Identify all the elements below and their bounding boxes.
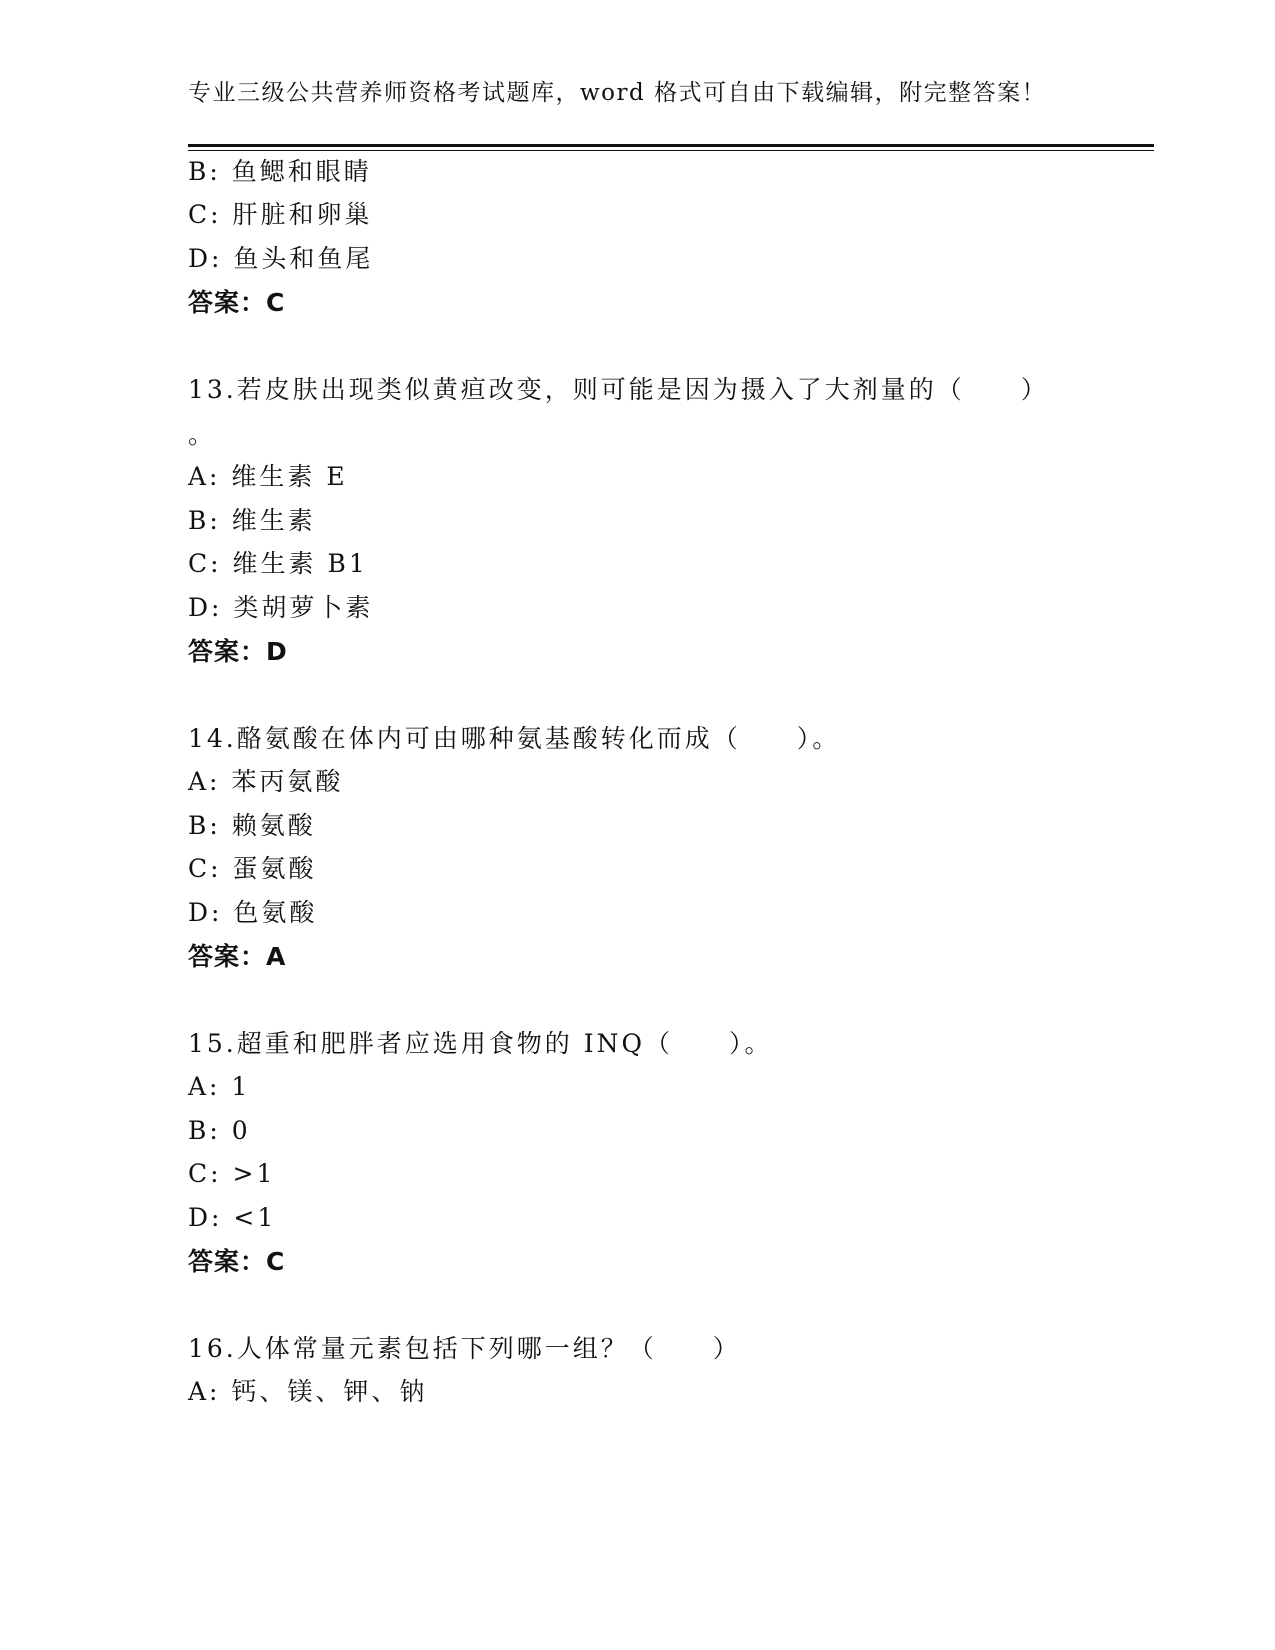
option-d-q13: D: 类胡萝卜素	[188, 593, 374, 622]
header-rule-thin	[188, 150, 1154, 151]
question-16: 16.人体常量元素包括下列哪一组？（ ）	[188, 1334, 741, 1363]
option-c-q14: C: 蛋氨酸	[188, 854, 317, 883]
question-15: 15.超重和肥胖者应选用食物的 INQ（ ）。	[188, 1029, 773, 1058]
option-a-q16: A: 钙、镁、钾、钠	[188, 1377, 428, 1406]
option-c-q15: C: >1	[188, 1159, 276, 1188]
page-header: 专业三级公共营养师资格考试题库，word 格式可自由下载编辑，附完整答案！	[188, 80, 1047, 106]
answer-q12: 答案：C	[188, 288, 286, 317]
option-b-q13: B: 维生素	[188, 506, 316, 535]
option-b-q12: B: 鱼鳃和眼睛	[188, 157, 372, 186]
answer-q15: 答案：C	[188, 1247, 286, 1276]
question-13: 13.若皮肤出现类似黄疸改变，则可能是因为摄入了大剂量的（ ）	[188, 375, 1049, 404]
option-d-q12: D: 鱼头和鱼尾	[188, 244, 374, 273]
header-rule-thick	[188, 144, 1154, 147]
option-a-q15: A: 1	[188, 1072, 251, 1101]
question-13-continuation: 。	[188, 420, 217, 449]
answer-q14: 答案：A	[188, 942, 287, 971]
option-b-q15: B: 0	[188, 1116, 251, 1145]
option-c-q12: C: 肝脏和卵巢	[188, 200, 373, 229]
answer-q13: 答案：D	[188, 637, 288, 666]
option-d-q15: D: <1	[188, 1203, 277, 1232]
option-d-q14: D: 色氨酸	[188, 898, 318, 927]
option-a-q13: A: 维生素 E	[188, 462, 348, 491]
option-b-q14: B: 赖氨酸	[188, 811, 316, 840]
option-a-q14: A: 苯丙氨酸	[188, 767, 344, 796]
question-14: 14.酪氨酸在体内可由哪种氨基酸转化而成（ ）。	[188, 724, 841, 753]
option-c-q13: C: 维生素 B1	[188, 549, 368, 578]
